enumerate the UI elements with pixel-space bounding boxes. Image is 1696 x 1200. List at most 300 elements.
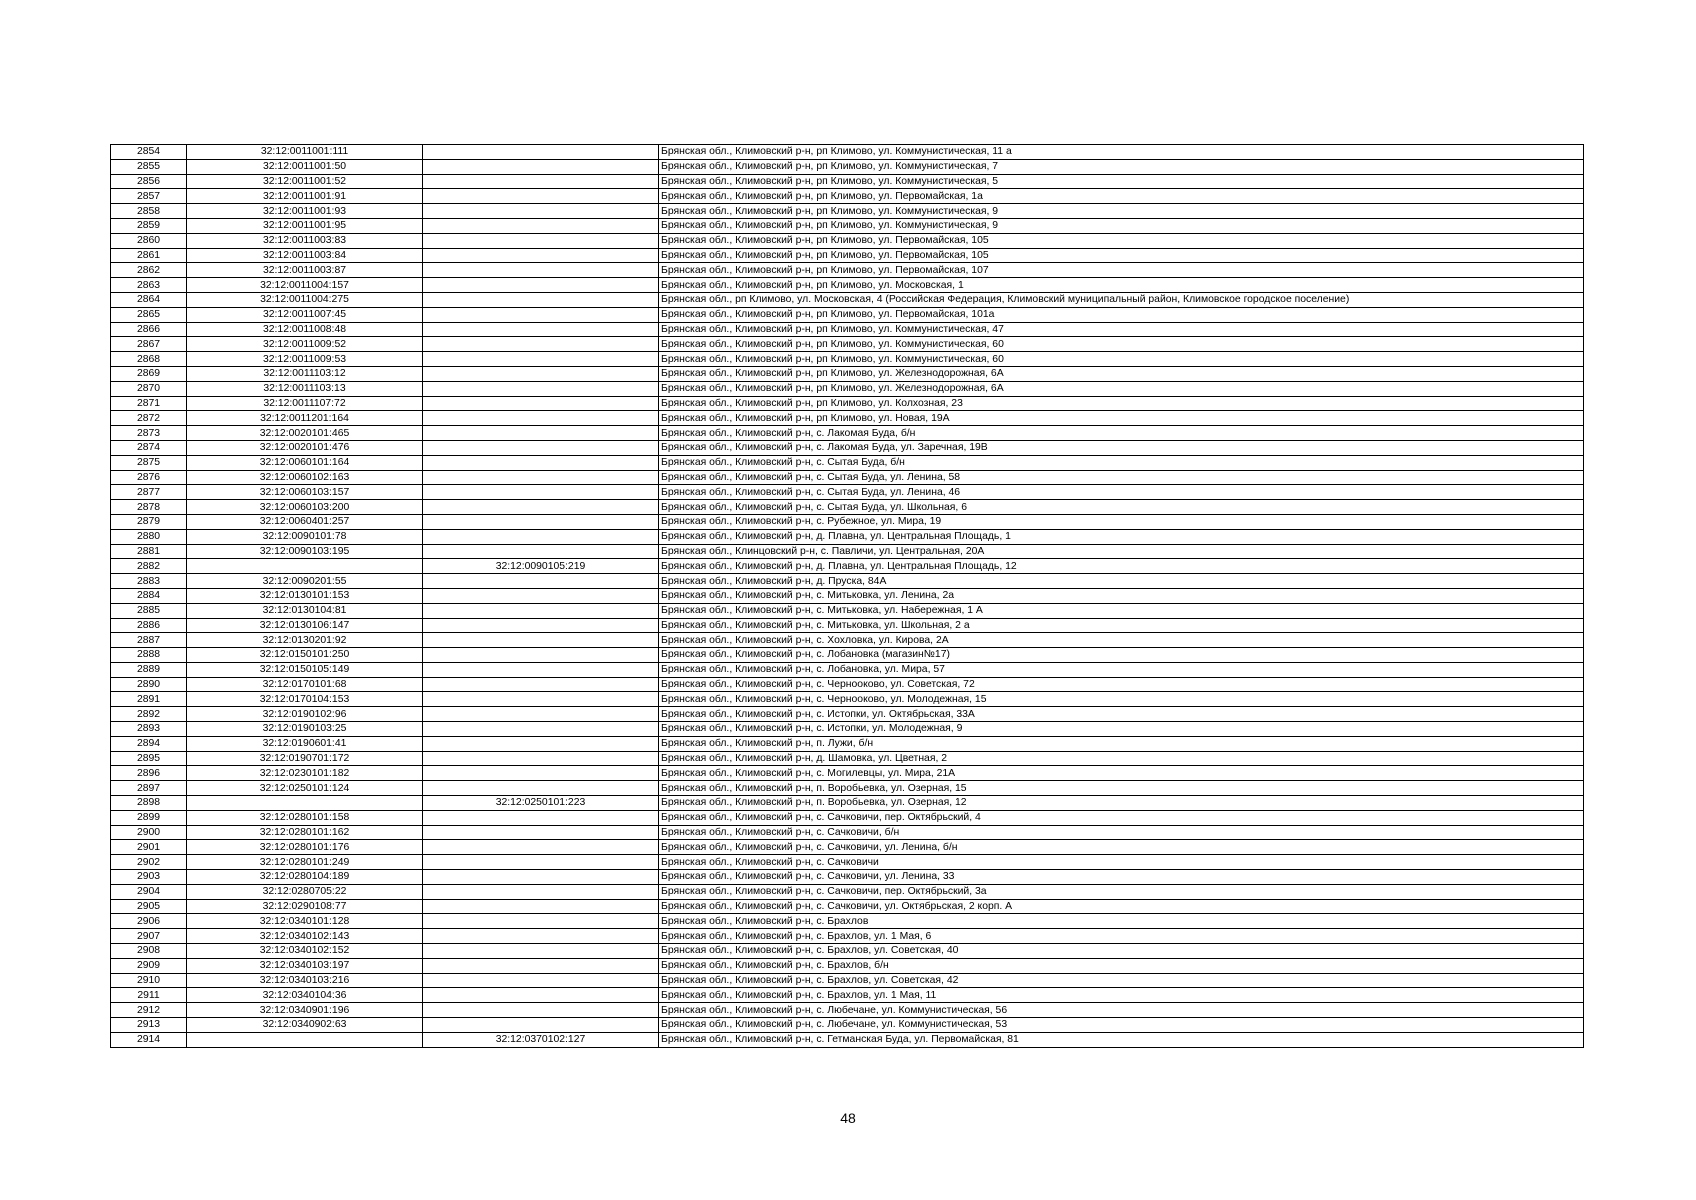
table-row <box>111 352 1584 367</box>
cadastral-number-cell: 32:12:0130106:147 <box>187 618 423 633</box>
cadastral-number-cell: 32:12:0290108:77 <box>187 899 423 914</box>
address-cell: Брянская обл., Климовский р-н, с. Сачковичи, ул. Ленина, б/н <box>659 840 1584 855</box>
cadastral-number-cell: 32:12:0150105:149 <box>187 662 423 677</box>
cadastral-number-cell: 32:12:0130101:153 <box>187 588 423 603</box>
row-number-cell: 2887 <box>111 633 187 648</box>
row-number-cell: 2884 <box>111 588 187 603</box>
cadastral-number-alt-cell <box>423 455 659 470</box>
row-number-cell: 2894 <box>111 736 187 751</box>
cadastral-number-alt-cell <box>423 352 659 367</box>
row-number-cell: 2890 <box>111 677 187 692</box>
address-cell: Брянская обл., Климовский р-н, с. Брахлов, б/н <box>659 958 1584 973</box>
cadastral-number-alt-cell <box>423 307 659 322</box>
table-row <box>111 159 1584 174</box>
cadastral-number-cell: 32:12:0011003:83 <box>187 233 423 248</box>
cadastral-number-cell: 32:12:0011004:275 <box>187 292 423 307</box>
row-number-cell: 2910 <box>111 973 187 988</box>
table-row <box>111 692 1584 707</box>
registry-table-body <box>111 145 1584 1048</box>
address-cell: Брянская обл., рп Климово, ул. Московская, 4 (Российская Федерация, Климовский муниципальный район, Климовское городское поселение) <box>659 292 1584 307</box>
cadastral-number-alt-cell <box>423 899 659 914</box>
address-cell: Брянская обл., Климовский р-н, д. Пруска, 84А <box>659 574 1584 589</box>
row-number-cell: 2879 <box>111 514 187 529</box>
cadastral-number-cell: 32:12:0011107:72 <box>187 396 423 411</box>
table-row <box>111 855 1584 870</box>
cadastral-number-cell: 32:12:0250101:124 <box>187 781 423 796</box>
row-number-cell: 2899 <box>111 810 187 825</box>
row-number-cell: 2870 <box>111 381 187 396</box>
address-cell: Брянская обл., Климовский р-н, д. Плавна, ул. Центральная Площадь, 12 <box>659 559 1584 574</box>
table-row <box>111 145 1584 160</box>
row-number-cell: 2904 <box>111 884 187 899</box>
table-row <box>111 914 1584 929</box>
cadastral-number-cell: 32:12:0340103:197 <box>187 958 423 973</box>
row-number-cell: 2886 <box>111 618 187 633</box>
table-row <box>111 366 1584 381</box>
table-row <box>111 381 1584 396</box>
cadastral-number-alt-cell <box>423 514 659 529</box>
table-row <box>111 973 1584 988</box>
cadastral-number-cell <box>187 559 423 574</box>
row-number-cell: 2898 <box>111 796 187 811</box>
registry-table <box>110 144 1584 1048</box>
table-row <box>111 307 1584 322</box>
address-cell: Брянская обл., Климовский р-н, п. Лужи, б/н <box>659 736 1584 751</box>
cadastral-number-alt-cell <box>423 751 659 766</box>
address-cell: Брянская обл., Климовский р-н, с. Сытая Буда, ул. Ленина, 46 <box>659 485 1584 500</box>
table-row <box>111 322 1584 337</box>
row-number-cell: 2860 <box>111 233 187 248</box>
address-cell: Брянская обл., Климовский р-н, с. Лобановка, ул. Мира, 57 <box>659 662 1584 677</box>
cadastral-number-alt-cell <box>423 692 659 707</box>
table-row <box>111 544 1584 559</box>
page-number: 48 <box>840 1110 856 1126</box>
table-row <box>111 440 1584 455</box>
cadastral-number-alt-cell <box>423 810 659 825</box>
table-row <box>111 840 1584 855</box>
cadastral-number-alt-cell <box>423 1018 659 1033</box>
cadastral-number-cell: 32:12:0190601:41 <box>187 736 423 751</box>
row-number-cell: 2911 <box>111 988 187 1003</box>
table-row <box>111 958 1584 973</box>
row-number-cell: 2896 <box>111 766 187 781</box>
address-cell: Брянская обл., Климовский р-н, с. Чернооково, ул. Советская, 72 <box>659 677 1584 692</box>
table-row <box>111 248 1584 263</box>
cadastral-number-alt-cell <box>423 781 659 796</box>
cadastral-number-cell: 32:12:0170101:68 <box>187 677 423 692</box>
row-number-cell: 2876 <box>111 470 187 485</box>
cadastral-number-alt-cell <box>423 840 659 855</box>
cadastral-number-cell: 32:12:0090103:195 <box>187 544 423 559</box>
cadastral-number-alt-cell <box>423 248 659 263</box>
cadastral-number-cell: 32:12:0011103:13 <box>187 381 423 396</box>
address-cell: Брянская обл., Климовский р-н, с. Сытая Буда, б/н <box>659 455 1584 470</box>
row-number-cell: 2888 <box>111 648 187 663</box>
cadastral-number-cell: 32:12:0130104:81 <box>187 603 423 618</box>
address-cell: Брянская обл., Климовский р-н, с. Брахлов <box>659 914 1584 929</box>
row-number-cell: 2912 <box>111 1003 187 1018</box>
cadastral-number-alt-cell: 32:12:0250101:223 <box>423 796 659 811</box>
address-cell: Брянская обл., Климовский р-н, с. Брахлов, ул. Советская, 42 <box>659 973 1584 988</box>
address-cell: Брянская обл., Климовский р-н, с. Сытая Буда, ул. Школьная, 6 <box>659 500 1584 515</box>
address-cell: Брянская обл., Климовский р-н, п. Воробьевка, ул. Озерная, 15 <box>659 781 1584 796</box>
row-number-cell: 2871 <box>111 396 187 411</box>
table-row <box>111 766 1584 781</box>
cadastral-number-cell: 32:12:0011003:84 <box>187 248 423 263</box>
table-row <box>111 929 1584 944</box>
table-row <box>111 870 1584 885</box>
cadastral-number-alt-cell <box>423 292 659 307</box>
row-number-cell: 2913 <box>111 1018 187 1033</box>
cadastral-number-alt-cell <box>423 633 659 648</box>
table-row <box>111 455 1584 470</box>
address-cell: Брянская обл., Климовский р-н, с. Брахлов, ул. 1 Мая, 6 <box>659 929 1584 944</box>
cadastral-number-alt-cell <box>423 648 659 663</box>
cadastral-number-alt-cell <box>423 707 659 722</box>
cadastral-number-alt-cell <box>423 929 659 944</box>
address-cell: Брянская обл., Климовский р-н, с. Митьковка, ул. Ленина, 2а <box>659 588 1584 603</box>
cadastral-number-cell: 32:12:0011001:111 <box>187 145 423 160</box>
cadastral-number-cell: 32:12:0280101:176 <box>187 840 423 855</box>
cadastral-number-alt-cell <box>423 1003 659 1018</box>
address-cell: Брянская обл., Климовский р-н, рп Климово, ул. Коммунистическая, 7 <box>659 159 1584 174</box>
address-cell: Брянская обл., Климовский р-н, рп Климово, ул. Первомайская, 105 <box>659 233 1584 248</box>
address-cell: Брянская обл., Климовский р-н, с. Митьковка, ул. Школьная, 2 а <box>659 618 1584 633</box>
address-cell: Брянская обл., Климовский р-н, с. Лакомая Буда, ул. Заречная, 19В <box>659 440 1584 455</box>
address-cell: Брянская обл., Климовский р-н, д. Шамовка, ул. Цветная, 2 <box>659 751 1584 766</box>
cadastral-number-cell: 32:12:0340901:196 <box>187 1003 423 1018</box>
cadastral-number-alt-cell <box>423 366 659 381</box>
address-cell: Брянская обл., Климовский р-н, рп Климово, ул. Коммунистическая, 5 <box>659 174 1584 189</box>
row-number-cell: 2909 <box>111 958 187 973</box>
cadastral-number-alt-cell <box>423 944 659 959</box>
row-number-cell: 2889 <box>111 662 187 677</box>
table-row <box>111 618 1584 633</box>
address-cell: Брянская обл., Климовский р-н, д. Плавна, ул. Центральная Площадь, 1 <box>659 529 1584 544</box>
cadastral-number-alt-cell <box>423 381 659 396</box>
cadastral-number-alt-cell <box>423 914 659 929</box>
cadastral-number-alt-cell <box>423 263 659 278</box>
row-number-cell: 2895 <box>111 751 187 766</box>
row-number-cell: 2856 <box>111 174 187 189</box>
cadastral-number-cell: 32:12:0340103:216 <box>187 973 423 988</box>
cadastral-number-cell: 32:12:0090201:55 <box>187 574 423 589</box>
table-row <box>111 707 1584 722</box>
cadastral-number-cell: 32:12:0230101:182 <box>187 766 423 781</box>
cadastral-number-alt-cell <box>423 189 659 204</box>
table-row <box>111 426 1584 441</box>
table-row <box>111 736 1584 751</box>
cadastral-number-alt-cell <box>423 440 659 455</box>
row-number-cell: 2900 <box>111 825 187 840</box>
address-cell: Брянская обл., Климовский р-н, с. Брахлов, ул. Советская, 40 <box>659 944 1584 959</box>
table-row <box>111 781 1584 796</box>
cadastral-number-cell: 32:12:0011008:48 <box>187 322 423 337</box>
cadastral-number-cell: 32:12:0190701:172 <box>187 751 423 766</box>
table-row <box>111 751 1584 766</box>
cadastral-number-alt-cell <box>423 145 659 160</box>
cadastral-number-alt-cell <box>423 736 659 751</box>
cadastral-number-alt-cell <box>423 855 659 870</box>
cadastral-number-cell <box>187 1032 423 1047</box>
row-number-cell: 2858 <box>111 204 187 219</box>
address-cell: Брянская обл., Климовский р-н, рп Климово, ул. Первомайская, 101а <box>659 307 1584 322</box>
table-row <box>111 485 1584 500</box>
cadastral-number-cell: 32:12:0280101:158 <box>187 810 423 825</box>
row-number-cell: 2908 <box>111 944 187 959</box>
address-cell: Брянская обл., Климовский р-н, с. Сачковичи <box>659 855 1584 870</box>
cadastral-number-cell: 32:12:0011001:95 <box>187 218 423 233</box>
cadastral-number-cell: 32:12:0340101:128 <box>187 914 423 929</box>
address-cell: Брянская обл., Климовский р-н, с. Сачковичи, пер. Октябрьский, 3а <box>659 884 1584 899</box>
cadastral-number-cell: 32:12:0011009:52 <box>187 337 423 352</box>
table-row <box>111 218 1584 233</box>
cadastral-number-alt-cell <box>423 958 659 973</box>
table-row <box>111 204 1584 219</box>
cadastral-number-cell: 32:12:0340102:143 <box>187 929 423 944</box>
cadastral-number-cell: 32:12:0170104:153 <box>187 692 423 707</box>
table-row <box>111 1018 1584 1033</box>
cadastral-number-cell <box>187 796 423 811</box>
cadastral-number-alt-cell <box>423 603 659 618</box>
cadastral-number-cell: 32:12:0340902:63 <box>187 1018 423 1033</box>
address-cell: Брянская обл., Климовский р-н, с. Сачковичи, ул. Ленина, 33 <box>659 870 1584 885</box>
cadastral-number-alt-cell <box>423 500 659 515</box>
row-number-cell: 2868 <box>111 352 187 367</box>
address-cell: Брянская обл., Климовский р-н, с. Сачковичи, ул. Октябрьская, 2 корп. А <box>659 899 1584 914</box>
address-cell: Брянская обл., Климовский р-н, рп Климово, ул. Железнодорожная, 6А <box>659 381 1584 396</box>
address-cell: Брянская обл., Климовский р-н, рп Климово, ул. Первомайская, 107 <box>659 263 1584 278</box>
cadastral-number-cell: 32:12:0060102:163 <box>187 470 423 485</box>
cadastral-number-alt-cell <box>423 174 659 189</box>
table-row <box>111 189 1584 204</box>
cadastral-number-alt-cell <box>423 618 659 633</box>
cadastral-number-cell: 32:12:0280705:22 <box>187 884 423 899</box>
cadastral-number-cell: 32:12:0011004:157 <box>187 278 423 293</box>
address-cell: Брянская обл., Климовский р-н, с. Сачковичи, пер. Октябрьский, 4 <box>659 810 1584 825</box>
table-row <box>111 396 1584 411</box>
address-cell: Брянская обл., Климовский р-н, с. Митьковка, ул. Набережная, 1 А <box>659 603 1584 618</box>
address-cell: Брянская обл., Климовский р-н, рп Климово, ул. Колхозная, 23 <box>659 396 1584 411</box>
table-row <box>111 633 1584 648</box>
table-row <box>111 233 1584 248</box>
address-cell: Брянская обл., Клинцовский р-н, с. Павличи, ул. Центральная, 20А <box>659 544 1584 559</box>
row-number-cell: 2903 <box>111 870 187 885</box>
cadastral-number-alt-cell <box>423 411 659 426</box>
cadastral-number-alt-cell <box>423 322 659 337</box>
cadastral-number-alt-cell: 32:12:0090105:219 <box>423 559 659 574</box>
row-number-cell: 2857 <box>111 189 187 204</box>
row-number-cell: 2869 <box>111 366 187 381</box>
address-cell: Брянская обл., Климовский р-н, с. Истопки, ул. Октябрьская, 33А <box>659 707 1584 722</box>
address-cell: Брянская обл., Климовский р-н, с. Чернооково, ул. Молодежная, 15 <box>659 692 1584 707</box>
cadastral-number-cell: 32:12:0150101:250 <box>187 648 423 663</box>
address-cell: Брянская обл., Климовский р-н, рп Климово, ул. Железнодорожная, 6А <box>659 366 1584 381</box>
cadastral-number-cell: 32:12:0011001:52 <box>187 174 423 189</box>
address-cell: Брянская обл., Климовский р-н, с. Любечане, ул. Коммунистическая, 53 <box>659 1018 1584 1033</box>
table-row <box>111 514 1584 529</box>
row-number-cell: 2862 <box>111 263 187 278</box>
row-number-cell: 2880 <box>111 529 187 544</box>
table-row <box>111 470 1584 485</box>
row-number-cell: 2893 <box>111 722 187 737</box>
table-row <box>111 174 1584 189</box>
address-cell: Брянская обл., Климовский р-н, рп Климово, ул. Первомайская, 1а <box>659 189 1584 204</box>
cadastral-number-alt-cell <box>423 677 659 692</box>
cadastral-number-cell: 32:12:0011103:12 <box>187 366 423 381</box>
cadastral-number-alt-cell <box>423 159 659 174</box>
cadastral-number-cell: 32:12:0011007:45 <box>187 307 423 322</box>
table-row <box>111 263 1584 278</box>
row-number-cell: 2901 <box>111 840 187 855</box>
row-number-cell: 2866 <box>111 322 187 337</box>
table-row <box>111 825 1584 840</box>
cadastral-number-cell: 32:12:0020101:465 <box>187 426 423 441</box>
cadastral-number-cell: 32:12:0060101:164 <box>187 455 423 470</box>
table-row <box>111 292 1584 307</box>
table-row <box>111 1032 1584 1047</box>
address-cell: Брянская обл., Климовский р-н, рп Климово, ул. Коммунистическая, 60 <box>659 337 1584 352</box>
row-number-cell: 2905 <box>111 899 187 914</box>
cadastral-number-cell: 32:12:0280104:189 <box>187 870 423 885</box>
cadastral-number-alt-cell <box>423 218 659 233</box>
row-number-cell: 2883 <box>111 574 187 589</box>
table-row <box>111 278 1584 293</box>
row-number-cell: 2882 <box>111 559 187 574</box>
table-row <box>111 988 1584 1003</box>
cadastral-number-cell: 32:12:0130201:92 <box>187 633 423 648</box>
cadastral-number-alt-cell <box>423 884 659 899</box>
cadastral-number-alt-cell <box>423 485 659 500</box>
address-cell: Брянская обл., Климовский р-н, рп Климово, ул. Первомайская, 105 <box>659 248 1584 263</box>
address-cell: Брянская обл., Климовский р-н, с. Лакомая Буда, б/н <box>659 426 1584 441</box>
table-row <box>111 574 1584 589</box>
address-cell: Брянская обл., Климовский р-н, рп Климово, ул. Коммунистическая, 9 <box>659 204 1584 219</box>
row-number-cell: 2873 <box>111 426 187 441</box>
address-cell: Брянская обл., Климовский р-н, рп Климово, ул. Коммунистическая, 47 <box>659 322 1584 337</box>
address-cell: Брянская обл., Климовский р-н, рп Климово, ул. Московская, 1 <box>659 278 1584 293</box>
address-cell: Брянская обл., Климовский р-н, п. Воробьевка, ул. Озерная, 12 <box>659 796 1584 811</box>
cadastral-number-alt-cell <box>423 396 659 411</box>
address-cell: Брянская обл., Климовский р-н, с. Рубежное, ул. Мира, 19 <box>659 514 1584 529</box>
table-row <box>111 677 1584 692</box>
address-cell: Брянская обл., Климовский р-н, рп Климово, ул. Коммунистическая, 9 <box>659 218 1584 233</box>
row-number-cell: 2855 <box>111 159 187 174</box>
row-number-cell: 2872 <box>111 411 187 426</box>
cadastral-number-cell: 32:12:0011009:53 <box>187 352 423 367</box>
cadastral-number-alt-cell <box>423 204 659 219</box>
row-number-cell: 2891 <box>111 692 187 707</box>
table-row <box>111 603 1584 618</box>
cadastral-number-cell: 32:12:0060401:257 <box>187 514 423 529</box>
table-row <box>111 588 1584 603</box>
table-row <box>111 1003 1584 1018</box>
row-number-cell: 2914 <box>111 1032 187 1047</box>
row-number-cell: 2859 <box>111 218 187 233</box>
table-row <box>111 337 1584 352</box>
cadastral-number-cell: 32:12:0190102:96 <box>187 707 423 722</box>
row-number-cell: 2897 <box>111 781 187 796</box>
cadastral-number-cell: 32:12:0011001:50 <box>187 159 423 174</box>
row-number-cell: 2878 <box>111 500 187 515</box>
row-number-cell: 2864 <box>111 292 187 307</box>
address-cell: Брянская обл., Климовский р-н, с. Брахлов, ул. 1 Мая, 11 <box>659 988 1584 1003</box>
table-row <box>111 662 1584 677</box>
row-number-cell: 2865 <box>111 307 187 322</box>
table-row <box>111 529 1584 544</box>
row-number-cell: 2863 <box>111 278 187 293</box>
cadastral-number-cell: 32:12:0280101:249 <box>187 855 423 870</box>
table-row <box>111 559 1584 574</box>
cadastral-number-alt-cell <box>423 544 659 559</box>
address-cell: Брянская обл., Климовский р-н, рп Климово, ул. Новая, 19А <box>659 411 1584 426</box>
table-row <box>111 796 1584 811</box>
row-number-cell: 2854 <box>111 145 187 160</box>
table-row <box>111 722 1584 737</box>
cadastral-number-alt-cell <box>423 588 659 603</box>
address-cell: Брянская обл., Климовский р-н, с. Сытая Буда, ул. Ленина, 58 <box>659 470 1584 485</box>
row-number-cell: 2881 <box>111 544 187 559</box>
cadastral-number-alt-cell <box>423 825 659 840</box>
table-row <box>111 944 1584 959</box>
row-number-cell: 2861 <box>111 248 187 263</box>
table-row <box>111 810 1584 825</box>
cadastral-number-cell: 32:12:0340104:36 <box>187 988 423 1003</box>
address-cell: Брянская обл., Климовский р-н, с. Лобановка (магазин№17) <box>659 648 1584 663</box>
row-number-cell: 2867 <box>111 337 187 352</box>
address-cell: Брянская обл., Климовский р-н, с. Сачковичи, б/н <box>659 825 1584 840</box>
cadastral-number-alt-cell <box>423 973 659 988</box>
cadastral-number-cell: 32:12:0280101:162 <box>187 825 423 840</box>
cadastral-number-cell: 32:12:0020101:476 <box>187 440 423 455</box>
row-number-cell: 2892 <box>111 707 187 722</box>
row-number-cell: 2874 <box>111 440 187 455</box>
table-row <box>111 648 1584 663</box>
cadastral-number-cell: 32:12:0090101:78 <box>187 529 423 544</box>
cadastral-number-alt-cell <box>423 988 659 1003</box>
cadastral-number-cell: 32:12:0340102:152 <box>187 944 423 959</box>
cadastral-number-cell: 32:12:0011003:87 <box>187 263 423 278</box>
row-number-cell: 2875 <box>111 455 187 470</box>
address-cell: Брянская обл., Климовский р-н, рп Климово, ул. Коммунистическая, 11 а <box>659 145 1584 160</box>
address-cell: Брянская обл., Климовский р-н, с. Гетманская Буда, ул. Первомайская, 81 <box>659 1032 1584 1047</box>
cadastral-number-alt-cell <box>423 529 659 544</box>
row-number-cell: 2906 <box>111 914 187 929</box>
cadastral-number-cell: 32:12:0190103:25 <box>187 722 423 737</box>
address-cell: Брянская обл., Климовский р-н, с. Хохловка, ул. Кирова, 2А <box>659 633 1584 648</box>
row-number-cell: 2902 <box>111 855 187 870</box>
cadastral-number-alt-cell <box>423 426 659 441</box>
address-cell: Брянская обл., Климовский р-н, с. Любечане, ул. Коммунистическая, 56 <box>659 1003 1584 1018</box>
cadastral-number-cell: 32:12:0060103:200 <box>187 500 423 515</box>
cadastral-number-alt-cell <box>423 278 659 293</box>
cadastral-number-cell: 32:12:0060103:157 <box>187 485 423 500</box>
cadastral-number-cell: 32:12:0011001:91 <box>187 189 423 204</box>
cadastral-number-alt-cell <box>423 233 659 248</box>
cadastral-number-alt-cell <box>423 722 659 737</box>
cadastral-number-cell: 32:12:0011201:164 <box>187 411 423 426</box>
row-number-cell: 2907 <box>111 929 187 944</box>
row-number-cell: 2885 <box>111 603 187 618</box>
table-row <box>111 500 1584 515</box>
cadastral-number-alt-cell <box>423 766 659 781</box>
table-row <box>111 884 1584 899</box>
cadastral-number-alt-cell <box>423 337 659 352</box>
cadastral-number-alt-cell <box>423 574 659 589</box>
table-row <box>111 899 1584 914</box>
address-cell: Брянская обл., Климовский р-н, с. Могилевцы, ул. Мира, 21А <box>659 766 1584 781</box>
cadastral-number-cell: 32:12:0011001:93 <box>187 204 423 219</box>
